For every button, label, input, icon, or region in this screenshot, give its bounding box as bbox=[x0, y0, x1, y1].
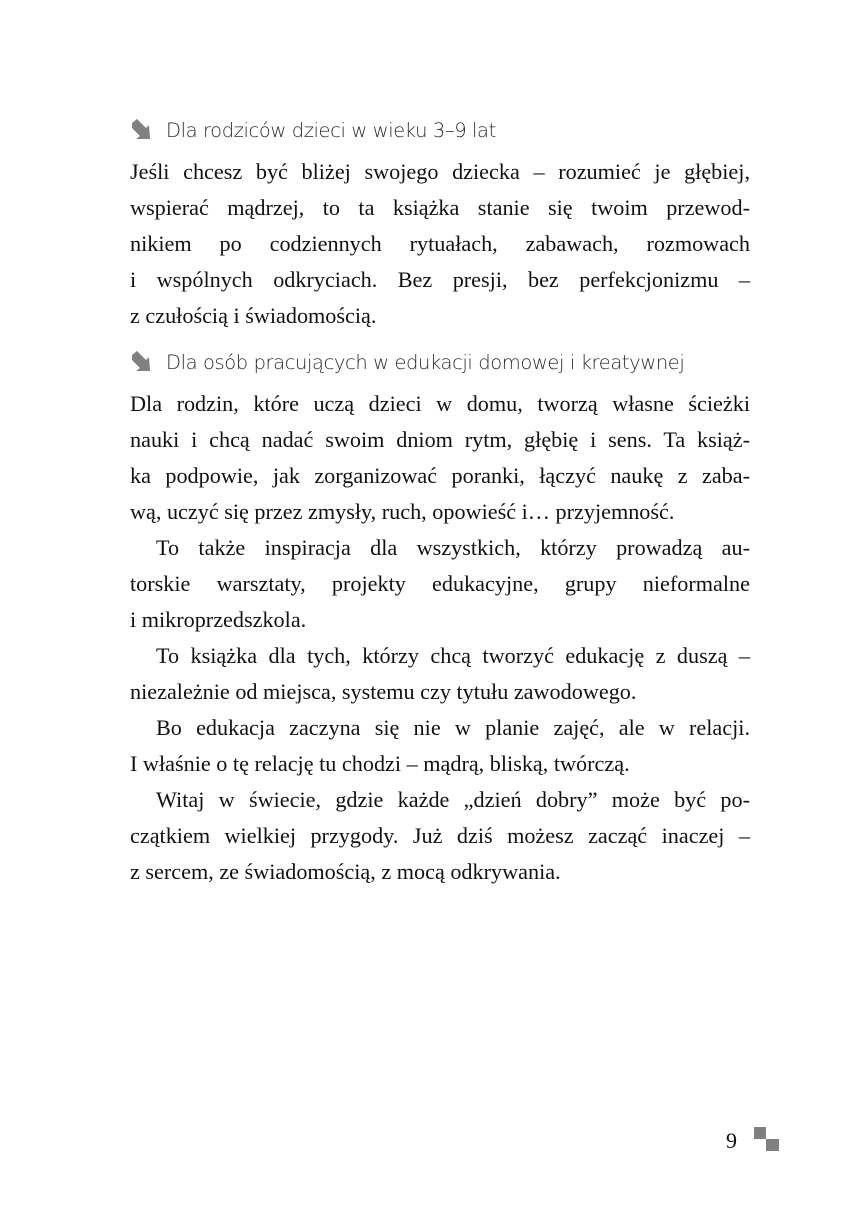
text-line: I właśnie o tę relację tu chodzi – mądrą, bliską, twórczą. bbox=[130, 751, 630, 776]
text-line: wspierać mądrzej, to ta książka stanie się twoim przewod- bbox=[130, 195, 750, 220]
section-heading-text: Dla rodziców dzieci w wieku 3–9 lat bbox=[166, 118, 496, 142]
text-line: nauki i chcą nadać swoim dniom rytm, głębię i sens. Ta książ- bbox=[130, 427, 750, 452]
text-line: To także inspiracja dla wszystkich, którzy prowadzą au- bbox=[156, 535, 750, 560]
decoration-square bbox=[766, 1139, 779, 1151]
paragraph bbox=[130, 530, 750, 638]
page-content bbox=[130, 112, 750, 890]
text-line: z czułością i świadomością. bbox=[130, 303, 377, 328]
paragraph bbox=[130, 638, 750, 710]
text-line: To książka dla tych, którzy chcą tworzyć edukację z duszą – bbox=[156, 643, 750, 668]
arrow-down-right-icon bbox=[130, 119, 156, 141]
section-heading-educators bbox=[130, 344, 750, 380]
section-heading-text: Dla osób pracujących w edukacji domowej i kreatywnej bbox=[166, 350, 685, 374]
section-body-parents bbox=[130, 154, 750, 334]
text-line: wą, uczyć się przez zmysły, ruch, opowieść i… przyjemność. bbox=[130, 499, 675, 524]
text-line: i mikroprzedszkola. bbox=[130, 607, 307, 632]
page-number: 9 bbox=[726, 1128, 737, 1153]
arrow-down-right-icon bbox=[130, 351, 156, 373]
text-line: niezależnie od miejsca, systemu czy tytułu zawodowego. bbox=[130, 679, 637, 704]
paragraph bbox=[130, 710, 750, 782]
text-line: Jeśli chcesz być bliżej swojego dziecka – rozumieć je głębiej, bbox=[130, 159, 750, 184]
section-heading-parents bbox=[130, 112, 750, 148]
paragraph bbox=[130, 154, 750, 334]
text-line: Bo edukacja zaczyna się nie w planie zajęć, ale w relacji. bbox=[156, 715, 750, 740]
paragraph bbox=[130, 386, 750, 530]
text-line: czątkiem wielkiej przygody. Już dziś możesz zacząć inaczej – bbox=[130, 823, 750, 848]
text-line: ka podpowie, jak zorganizować poranki, łączyć naukę z zaba- bbox=[130, 463, 750, 488]
text-line: Witaj w świecie, gdzie każde „dzień dobry” może być po- bbox=[156, 787, 750, 812]
text-line: torskie warsztaty, projekty edukacyjne, grupy nieformalne bbox=[130, 571, 750, 596]
section-body-educators bbox=[130, 386, 750, 890]
text-line: z sercem, ze świadomością, z mocą odkrywania. bbox=[130, 859, 561, 884]
decoration-square bbox=[754, 1127, 766, 1139]
paragraph bbox=[130, 782, 750, 890]
text-line: Dla rodzin, które uczą dzieci w domu, tworzą własne ścieżki bbox=[130, 391, 750, 416]
text-line: i wspólnych odkryciach. Bez presji, bez perfekcjonizmu – bbox=[130, 267, 750, 292]
text-line: nikiem po codziennych rytuałach, zabawach, rozmowach bbox=[130, 231, 750, 256]
